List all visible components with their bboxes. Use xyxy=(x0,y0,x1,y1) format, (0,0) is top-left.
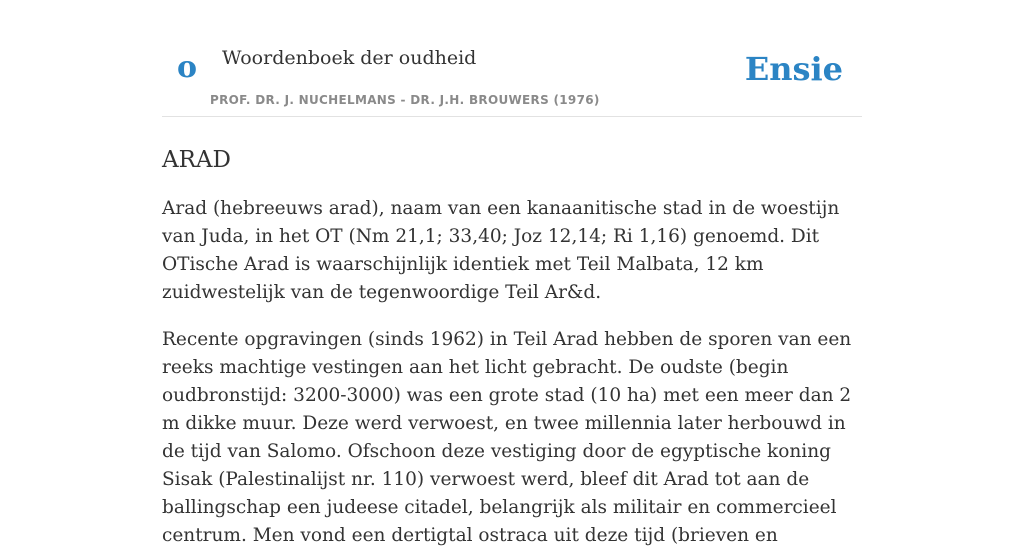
header xyxy=(162,0,862,117)
entry-paragraph: Arad (hebreeuws arad), naam van een kanaanitische stad in de woestijn van Juda, in het OT (Nm 21,1; 33,40; Joz 12,14; Ri 1,16) genoemd. Dit OTische Arad is waarschijnlijk identiek met Teil Malbata, 12 km zuidwestelijk van de tegenwoordige Teil Ar&d. xyxy=(162,198,840,303)
book-title-link[interactable]: Woordenboek der oudheid xyxy=(222,47,477,69)
book-authors: PROF. DR. J. NUCHELMANS - DR. J.H. BROUWERS (1976) xyxy=(210,93,600,107)
book-icon[interactable]: o xyxy=(177,50,198,85)
entry-title: ARAD xyxy=(162,147,231,173)
page xyxy=(162,0,862,546)
ensie-logo[interactable]: Ensie xyxy=(744,50,843,88)
entry-paragraph: Recente opgravingen (sinds 1962) in Teil Arad hebben de sporen van een reeks machtige vestingen aan het licht gebracht. De oudste (begin oudbronstijd: 3200-3000) was een grote stad (10 ha) met een meer dan 2 m dikke muur. Deze werd verwoest, en twee millennia later herbouwd in de tijd van Salomo. Ofschoon deze vestiging door de egyptische koning Sisak (Palestinalijst nr. 110) verwoest werd, bleef dit Arad tot aan de ballingschap een judeese citadel, belangrijk als militair en commercieel centrum. Men vond een dertigtal ostraca uit deze tijd (brieven en xyxy=(162,329,852,546)
